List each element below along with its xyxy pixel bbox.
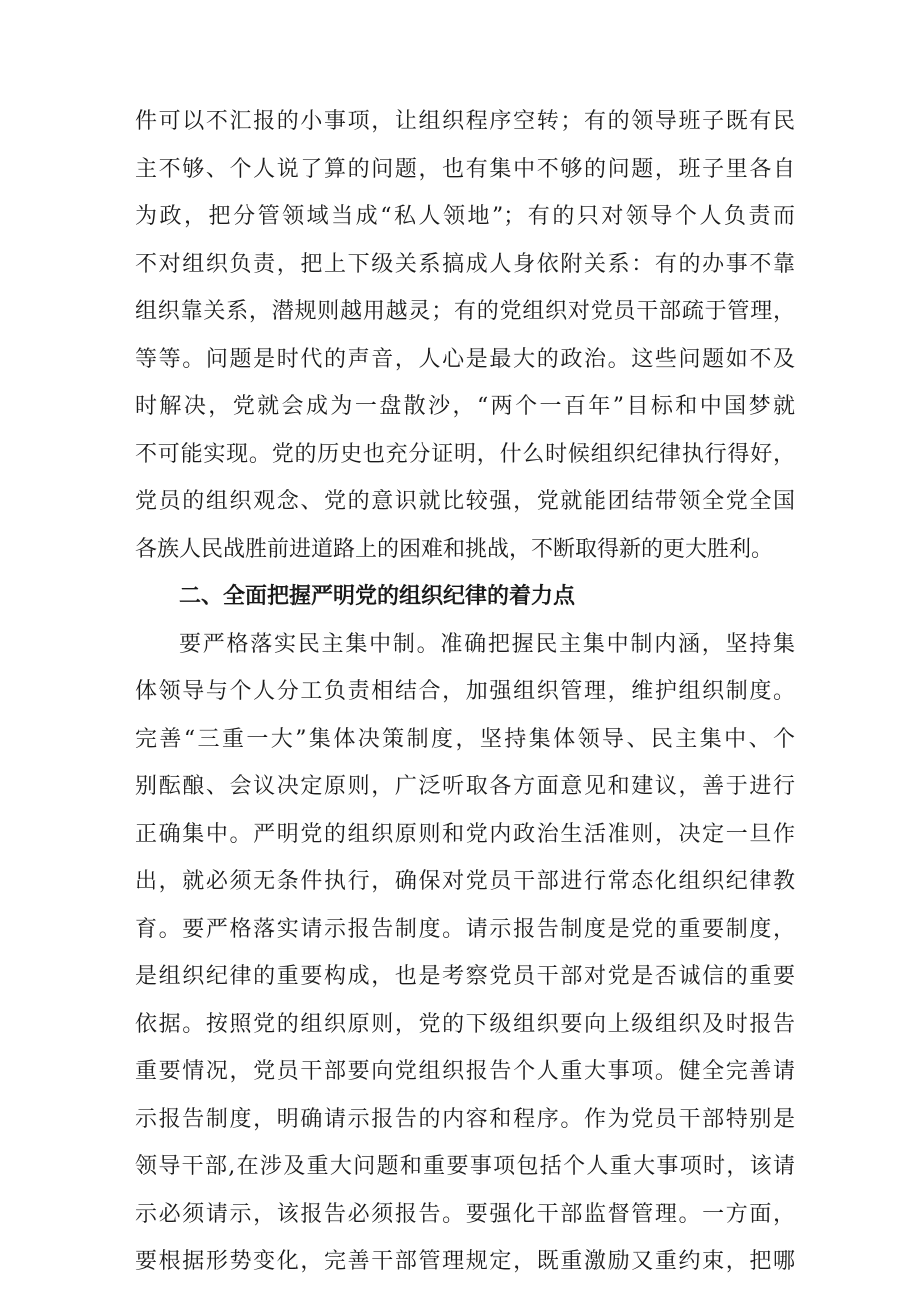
body-line: 件可以不汇报的小事项，让组织程序空转；有的领导班子既有民 [135,109,795,134]
body-line: 示必须请示，该报告必须报告。要强化干部监督管理。一方面， [135,1201,795,1227]
body-line: 等等。问题是时代的声音，人心是最大的政治。这些问题如不及 [135,346,795,372]
body-line: 不可能实现。党的历史也充分证明，什么时候组织纪律执行得好， [135,441,795,467]
body-line: 依据。按照党的组织原则，党的下级组织要向上级组织及时报告 [135,1011,795,1037]
body-line: 别酝酿、会议决定原则，广泛听取各方面意见和建议，善于进行 [135,774,795,799]
body-line: 育。要严格落实请示报告制度。请示报告制度是党的重要制度， [135,916,795,942]
body-line: 不对组织负责，把上下级关系搞成人身依附关系：有的办事不靠 [135,251,795,277]
body-line: 要严格落实民主集中制。准确把握民主集中制内涵，坚持集 [179,631,795,657]
body-line: 为政，把分管领域当成“私人领地”；有的只对领导个人负责而 [135,204,795,229]
section-heading: 二、全面把握严明党的组织纪律的着力点 [179,584,576,609]
body-line: 要根据形势变化，完善干部管理规定，既重激励又重约束，把哪 [135,1249,795,1274]
body-line: 体领导与个人分工负责相结合，加强组织管理，维护组织制度。 [135,679,795,704]
body-line: 党员的组织观念、党的意识就比较强，党就能团结带领全党全国 [135,489,795,514]
document-body [135,98,795,1286]
body-line: 是组织纪律的重要构成，也是考察党员干部对党是否诚信的重要 [135,964,795,989]
body-line: 组织靠关系，潜规则越用越灵；有的党组织对党员干部疏于管理， [135,299,795,324]
body-line: 完善“三重一大”集体决策制度，坚持集体领导、民主集中、个 [135,726,795,752]
body-line: 出，就必须无条件执行，确保对党员干部进行常态化组织纪律教 [135,869,795,894]
body-line: 领导干部,在涉及重大问题和重要事项包括个人重大事项时，该请 [135,1154,795,1179]
body-line: 示报告制度，明确请示报告的内容和程序。作为党员干部特别是 [135,1106,795,1132]
body-line: 正确集中。严明党的组织原则和党内政治生活准则，决定一旦作 [135,821,795,847]
body-line: 各族人民战胜前进道路上的困难和挑战，不断取得新的更大胜利。 [135,536,774,562]
body-line: 重要情况，党员干部要向党组织报告个人重大事项。健全完善请 [135,1059,795,1084]
body-line: 主不够、个人说了算的问题，也有集中不够的问题，班子里各自 [135,156,795,182]
body-line: 时解决，党就会成为一盘散沙，“两个一百年”目标和中国梦就 [135,394,795,419]
